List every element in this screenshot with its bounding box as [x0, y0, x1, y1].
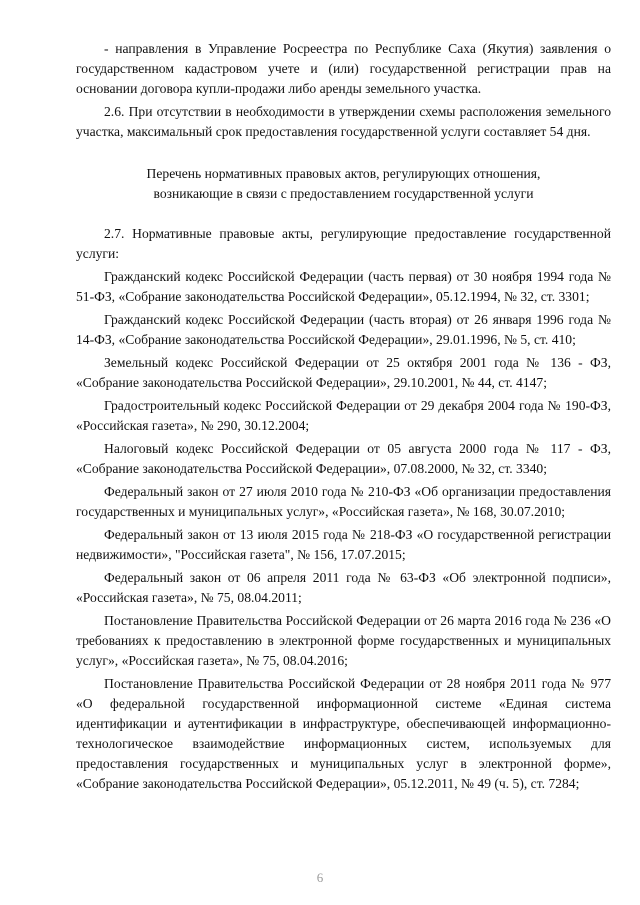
section-title-line-2: возникающие в связи с предоставлением государственной услуги — [153, 186, 534, 201]
act-civil-code-part-2: Гражданский кодекс Российской Федерации (часть вторая) от 26 января 1996 года № 14-ФЗ, «Собрание законодательства Российской Федерации», 29.01.1996, № 5, ст. 410; — [76, 312, 611, 347]
paragraph-2-6-deadline: 2.6. При отсутствии в необходимости в утверждении схемы расположения земельного участка, максимальный срок предоставления государственной услуги составляет 54 дня. — [76, 104, 611, 139]
act-federal-law-63: Федеральный закон от 06 апреля 2011 года № 63-ФЗ «Об электронной подписи», «Российская газета», № 75, 08.04.2011; — [76, 570, 611, 605]
document-page — [76, 39, 611, 797]
act-government-decree-977: Постановление Правительства Российской Федерации от 28 ноября 2011 года № 977 «О федеральной государственной информационной системе «Единая система идентификации и аутентификации в инфраструктуре, обеспечивающей информационно-технологическое взаимодействие информационных систем, используемых для предоставления государственных и муниципальных услуг в электронной форме», «Собрание законодательства Российской Федерации», 05.12.2011, № 49 (ч. 5), ст. 7284; — [76, 676, 611, 791]
paragraph-2-7-acts-intro: 2.7. Нормативные правовые акты, регулирующие предоставление государственной услуги: — [76, 226, 611, 261]
paragraph-rosreestr-application: - направления в Управление Росреестра по Республике Саха (Якутия) заявления о государственном кадастровом учете и (или) государственной регистрации прав на основании договора купли-продажи либо аренды земельного участка. — [76, 41, 611, 96]
act-urban-planning-code: Градостроительный кодекс Российской Федерации от 29 декабря 2004 года № 190-ФЗ, «Российская газета», № 290, 30.12.2004; — [76, 398, 611, 433]
page-number: 6 — [316, 870, 324, 885]
act-federal-law-218: Федеральный закон от 13 июля 2015 года № 218-ФЗ «О государственной регистрации недвижимости», "Российская газета", № 156, 17.07.2015; — [76, 527, 611, 562]
act-federal-law-210: Федеральный закон от 27 июля 2010 года № 210-ФЗ «Об организации предоставления государственных и муниципальных услуг», «Российская газета», № 168, 30.07.2010; — [76, 484, 611, 519]
act-government-decree-236: Постановление Правительства Российской Федерации от 26 марта 2016 года № 236 «О требованиях к предоставлению в электронной форме государственных и муниципальных услуг», «Российская газета», № 75, 08.04.2016; — [76, 613, 611, 668]
act-civil-code-part-1: Гражданский кодекс Российской Федерации (часть первая) от 30 ноября 1994 года № 51-ФЗ, «Собрание законодательства Российской Федерации», 05.12.1994, № 32, ст. 3301; — [76, 269, 611, 304]
section-title — [76, 164, 611, 204]
act-tax-code: Налоговый кодекс Российской Федерации от 05 августа 2000 года № 117 - ФЗ, «Собрание законодательства Российской Федерации», 07.08.2000, № 32, ст. 3340; — [76, 441, 611, 476]
act-land-code: Земельный кодекс Российской Федерации от 25 октября 2001 года № 136 - ФЗ, «Собрание законодательства Российской Федерации», 29.10.2001, № 44, ст. 4147; — [76, 355, 611, 390]
section-title-line-1: Перечень нормативных правовых актов, регулирующих отношения, — [146, 166, 541, 181]
